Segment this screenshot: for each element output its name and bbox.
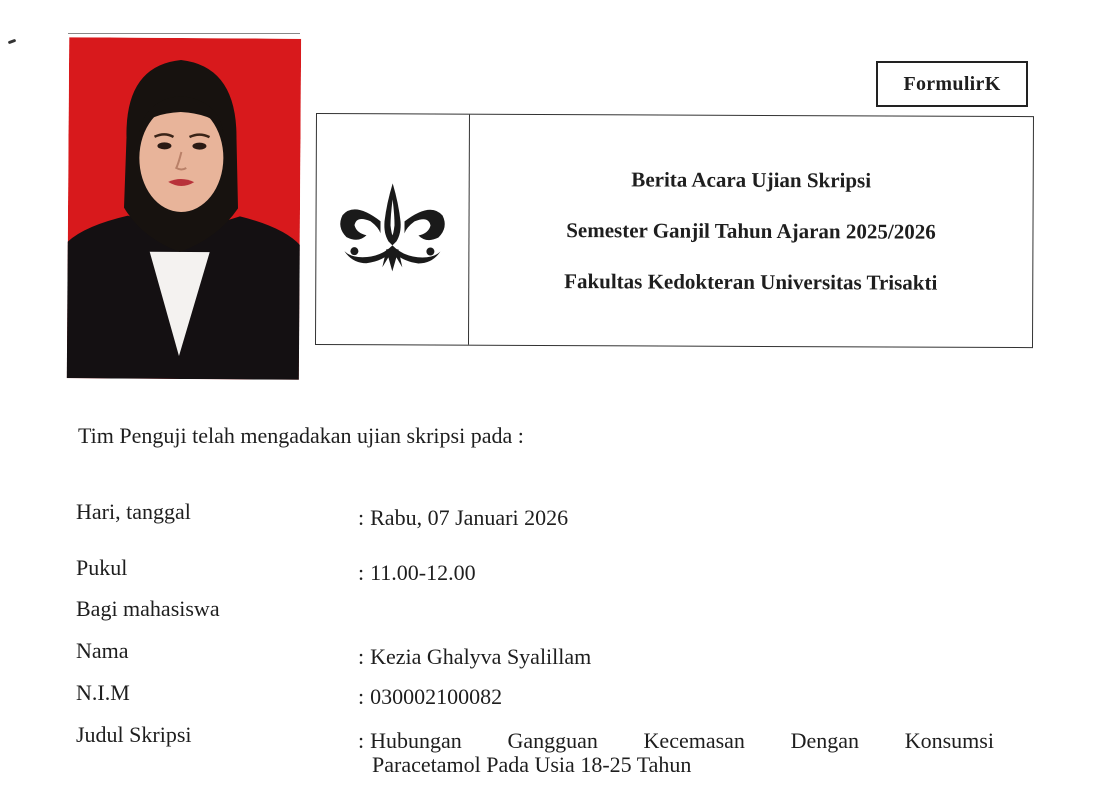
- time-value: 11.00-12.00: [370, 560, 476, 585]
- nim-value: 030002100082: [370, 684, 503, 709]
- time-value-row: [358, 560, 476, 586]
- separator: :: [358, 560, 365, 585]
- separator: :: [358, 505, 365, 530]
- logo-cell: [316, 114, 470, 345]
- name-label: Nama: [76, 638, 129, 663]
- thesis-title-label: Judul Skripsi: [76, 722, 192, 747]
- student-heading: Bagi mahasiswa: [76, 596, 220, 621]
- header-box: [315, 113, 1034, 348]
- separator: :: [358, 684, 365, 709]
- date-value-row: [358, 505, 568, 531]
- thesis-word: Konsumsi: [904, 728, 994, 753]
- nim-value-row: [358, 684, 502, 710]
- separator: :: [358, 728, 365, 753]
- date-label: Hari, tanggal: [76, 499, 191, 524]
- thesis-word: Hubungan: [370, 728, 462, 753]
- thesis-word: Dengan: [790, 728, 860, 753]
- name-value-row: [358, 644, 591, 670]
- thesis-title-value: [358, 729, 994, 777]
- semester-line: Semester Ganjil Tahun Ajaran 2025/2026: [566, 217, 936, 244]
- student-photo: [67, 37, 301, 380]
- header-title-cell: [469, 115, 1033, 347]
- nim-label: N.I.M: [76, 680, 130, 705]
- document-title: Berita Acara Ujian Skripsi: [631, 166, 872, 192]
- thesis-title-line2: Paracetamol Pada Usia 18-25 Tahun: [372, 752, 692, 777]
- name-value: Kezia Ghalyva Syalillam: [370, 644, 592, 669]
- photo-frame: [68, 33, 300, 379]
- faculty-line: Fakultas Kedokteran Universitas Trisakti: [564, 268, 938, 295]
- trisakti-university-logo-icon: [336, 181, 448, 278]
- form-code-badge: FormulirK: [876, 61, 1028, 107]
- separator: :: [358, 644, 365, 669]
- time-label: Pukul: [76, 555, 128, 580]
- date-value: Rabu, 07 Januari 2026: [370, 505, 569, 530]
- intro-text: Tim Penguji telah mengadakan ujian skripsi pada :: [78, 423, 524, 448]
- thesis-word: Kecemasan: [643, 728, 745, 753]
- thesis-word: Gangguan: [507, 728, 598, 753]
- scan-speck: [8, 39, 17, 45]
- thesis-title-line1: [358, 729, 994, 753]
